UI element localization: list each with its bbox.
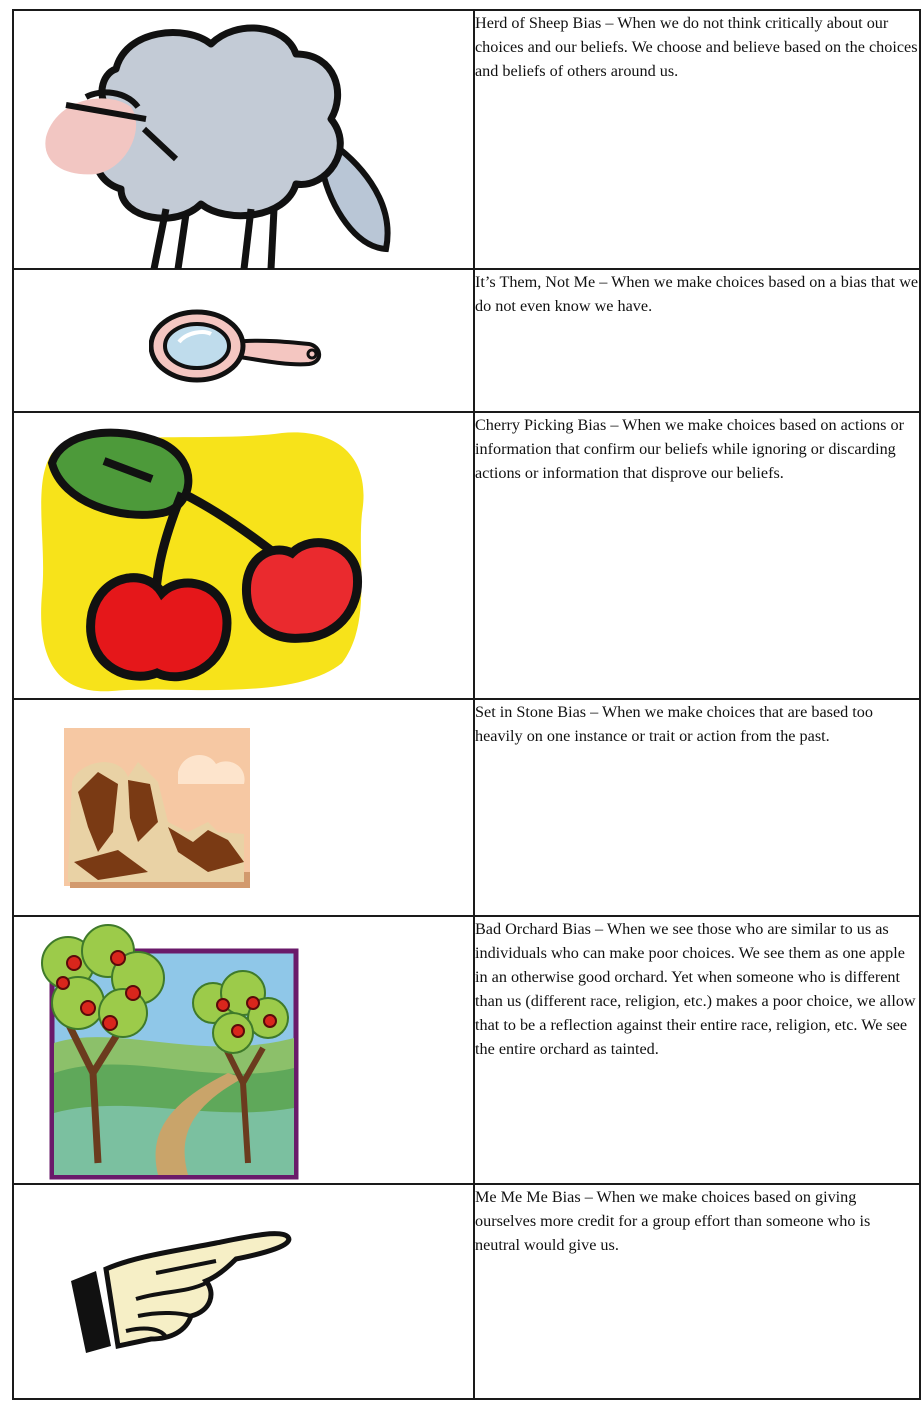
bias-description: Bad Orchard Bias – When we see those who are similar to us as individuals who can make poor choices. We see them as one apple in an otherwise good orchard. Yet when someone who is different than us (different race, religion, etc.) makes a poor choice, we allow that to be a reflection against their entire race, religion, etc. We see the entire orchard as tainted.: [474, 916, 920, 1184]
image-cell: [13, 269, 474, 412]
image-cell: [13, 10, 474, 269]
cherries-icon: [32, 423, 372, 695]
image-cell: [13, 1184, 474, 1399]
table-row: [13, 269, 920, 412]
table-row: [13, 1184, 920, 1399]
table-row: [13, 10, 920, 269]
table-row: [13, 916, 920, 1184]
bias-description: Me Me Me Bias – When we make choices based on giving ourselves more credit for a group effort than someone who is neutral would give us.: [474, 1184, 920, 1399]
image-cell: [13, 699, 474, 916]
bias-table: [12, 9, 921, 1400]
table-row: [13, 412, 920, 699]
sheep-icon: [26, 19, 406, 269]
hand-mirror-icon: [149, 294, 329, 384]
bias-description: It’s Them, Not Me – When we make choices based on a bias that we do not even know we have.: [474, 269, 920, 412]
bias-description: Cherry Picking Bias – When we make choices based on actions or information that confirm our beliefs while ignoring or discarding actions or information that disprove our beliefs.: [474, 412, 920, 699]
bias-description: Herd of Sheep Bias – When we do not think critically about our choices and our beliefs. We choose and believe based on the choices and beliefs of others around us.: [474, 10, 920, 269]
image-cell: [13, 412, 474, 699]
table-row: [13, 699, 920, 916]
bias-description: Set in Stone Bias – When we make choices that are based too heavily on one instance or trait or action from the past.: [474, 699, 920, 916]
pointing-hand-icon: [66, 1221, 296, 1355]
rock-formation-icon: [58, 722, 258, 894]
image-cell: [13, 916, 474, 1184]
apple-orchard-icon: [38, 923, 308, 1181]
